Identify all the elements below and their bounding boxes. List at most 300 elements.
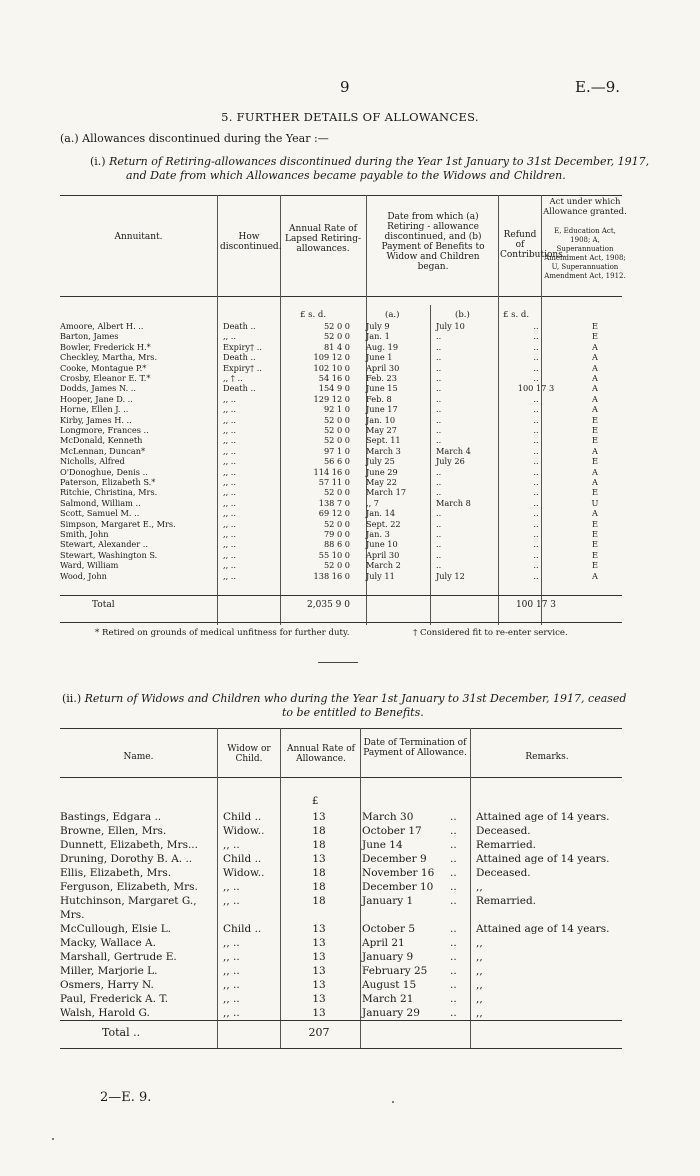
cell-amt: 13 [312,1007,326,1019]
cell-name: Nicholls, Alfred [60,456,125,467]
cell-name: Barton, James [60,331,119,342]
cell-act: E [592,331,598,342]
cell-date: October 5 [362,923,416,935]
cell-amt: 13 [312,979,326,991]
cell-a: June 1 [366,352,393,363]
cell-name: Dunnett, Elizabeth, Mrs... [60,839,198,851]
cell-wc: ,, .. [223,979,240,991]
leader-dots: .. [450,993,457,1005]
table-row [60,321,630,331]
header-refund: Refund of Contributions. [500,230,566,260]
leader-dots: .. [450,951,457,963]
cell-name: Paterson, Elizabeth S.* [60,477,156,487]
document-reference: E.—9. [575,78,621,96]
cell-b: .. [436,518,442,529]
cell-b: .. [436,487,442,498]
cell-b: .. [436,435,442,446]
cell-how: ,, .. [223,487,237,498]
cell-b: .. [436,539,442,550]
cell-wc: ,, .. [223,993,240,1005]
cell-how: ,, .. [223,456,237,467]
cell-date: January 9 [362,951,414,963]
table1-caption [90,155,650,183]
cell-how: ,, .. [223,560,237,571]
cell-date: December 10 [362,881,434,893]
cell-amt: 13 [312,853,326,865]
cell-b: .. [436,352,442,363]
cell-refund: .. [533,435,539,446]
cell-how: ,, .. [223,570,237,581]
table-row [60,404,630,414]
cell-refund: .. [533,425,539,435]
cell-name: Crosby, Eleanor E. T.* [60,373,151,383]
cell-refund: .. [533,477,539,487]
cell-name: Ellis, Elizabeth, Mrs. [60,867,172,879]
cell-amount: 129 12 0 [313,393,350,404]
table-row [60,824,630,838]
cell-how: ,, .. [223,445,237,456]
cell-amount: 57 11 0 [318,477,350,487]
cell-how: ,, .. [223,497,237,508]
cell-wc: ,, .. [223,937,240,949]
cell-a: ,, 7 [366,497,380,508]
cell-how: ,, .. [223,393,237,404]
units-a: (a.) [385,310,400,320]
units-refund: £ s. d. [503,310,530,320]
cell-act: U [591,497,599,508]
cell-amount: 114 16 0 [313,466,350,477]
cell-name: Browne, Ellen, Mrs. [60,825,167,837]
cell-act: E [592,529,598,539]
cell-refund: 100 17 3 [517,383,555,394]
cell-b: .. [436,477,442,487]
units-b: (b.) [455,310,470,320]
total-refund: 100 17 3 [515,600,557,610]
table-row [60,529,630,539]
cell-a: June 15 [366,383,398,394]
table-row [60,519,630,529]
table-row [60,908,630,922]
cell-b: .. [436,425,442,435]
leader-dots: .. [450,811,457,823]
cell-act: E [592,518,598,529]
cell-a: July 9 [366,321,390,331]
leader-dots: .. [450,839,457,851]
cell-b: .. [436,560,442,571]
cell-wc: ,, .. [223,951,240,963]
cell-how: Death .. [223,321,256,331]
cell-date: March 21 [362,993,414,1005]
cell-name: Horne, Ellen J. .. [60,404,129,415]
cell-amount: 52 0 0 [323,435,350,446]
cell-wc: ,, .. [223,1007,240,1019]
cell-act: A [592,352,598,363]
cell-amt: 13 [312,965,326,977]
cell-refund: .. [533,508,539,519]
table-row [60,373,630,383]
cell-how: ,, .. [223,414,237,425]
leader-dots: .. [450,881,457,893]
cell-name: Salmond, William .. [60,497,141,508]
cell-a: Feb. 23 [366,373,397,383]
cell-a: June 29 [366,466,398,477]
cell-date: February 25 [362,965,428,977]
cell-act: A [592,508,598,519]
table-row [60,498,630,508]
cell-a: May 27 [366,425,397,435]
cell-amount: 52 0 0 [323,321,350,331]
cell-how: ,, .. [223,529,237,539]
table-row [60,936,630,950]
cell-amount: 109 12 0 [313,352,350,363]
leader-dots: .. [450,923,457,935]
cell-rem: Remarried. [476,839,537,851]
cell-name: McCullough, Elsie L. [60,923,172,935]
total2-amount: 207 [308,1026,330,1039]
table-row [60,383,630,393]
table-row [60,550,630,560]
cell-refund: .. [533,570,539,581]
cell-amount: 52 0 0 [323,560,350,571]
cell-b: .. [436,414,442,425]
table-row [60,880,630,894]
cell-refund: .. [533,414,539,425]
cell-how: ,, † .. [223,373,243,383]
table1-caption-line1: Return of Retiring-allowances discontinued during the Year 1st January to 31st December, 1917, [109,155,650,168]
cell-date: October 17 [362,825,422,837]
cell-name: Smith, John [60,529,109,539]
cell-amount: 138 7 0 [318,497,350,508]
leader-dots: .. [450,965,457,977]
cell-date: March 30 [362,811,414,823]
header-remarks: Remarks. [525,752,569,762]
footnote-dagger: † Considered fit to re-enter service. [413,628,568,638]
cell-amount: 81 4 0 [323,341,350,352]
total-amount: 2,035 9 0 [307,600,350,610]
header-widow-child: Widow or Child. [227,744,271,764]
cell-a: Sept. 22 [366,518,401,529]
cell-b: July 26 [436,456,465,467]
table-row [60,363,630,373]
cell-date: June 14 [362,839,403,851]
cell-act: A [592,383,598,394]
cell-a: Jan. 14 [366,508,396,519]
cell-name: Paul, Frederick A. T. [60,993,169,1005]
cell-date: April 21 [362,937,405,949]
cell-refund: .. [533,539,539,550]
cell-date: November 16 [362,867,435,879]
table-row [60,394,630,404]
cell-name: Cooke, Montague P.* [60,362,147,373]
table-row [60,838,630,852]
total2-label: Total .. [102,1026,141,1039]
table1-number: (i.) [90,155,106,168]
cell-act: A [592,466,598,477]
cell-amount: 55 10 0 [318,549,350,560]
cell-how: ,, .. [223,404,237,415]
table2-number: (ii.) [62,692,82,705]
cell-date: January 29 [362,1007,420,1019]
leader-dots: .. [450,895,457,907]
cell-act: A [592,393,598,404]
cell-rem: Deceased. [476,825,531,837]
cell-a: Jan. 10 [366,414,396,425]
units-amount: £ s. d. [300,310,327,320]
cell-how: Death .. [223,383,256,394]
cell-amount: 97 1 0 [323,445,350,456]
header-act: Act under which Allowance granted. [543,197,627,217]
cell-rem: ,, [476,979,483,991]
cell-b: .. [436,508,442,519]
section-title: 5. FURTHER DETAILS OF ALLOWANCES. [221,110,479,124]
cell-wc: Child .. [223,853,262,865]
cell-b: .. [436,362,442,373]
cell-name: Longmore, Frances .. [60,425,149,435]
cell-rem: Attained age of 14 years. [476,923,610,935]
cell-name: Ritchie, Christina, Mrs. [60,487,158,498]
table-row [60,539,630,549]
table-row [60,446,630,456]
cell-a: May 22 [366,477,397,487]
cell-name: Simpson, Margaret E., Mrs. [60,518,176,529]
cell-name: Marshall, Gertrude E. [60,951,177,963]
cell-amount: 52 0 0 [323,425,350,435]
table-row [60,1006,630,1020]
cell-name: Scott, Samuel M. .. [60,508,140,519]
cell-amount: 52 0 0 [323,518,350,529]
cell-act: E [592,549,598,560]
cell-name: Bowler, Frederick H.* [60,341,151,352]
cell-a: Feb. 8 [366,393,392,404]
cell-date: August 15 [362,979,417,991]
table-row [60,992,630,1006]
table-row [60,810,630,824]
cell-act: A [592,445,598,456]
page-number: 9 [340,78,350,96]
cell-act: E [592,560,598,571]
cell-name: Ward, William [60,560,119,571]
leader-dots: .. [450,1007,457,1019]
cell-b: .. [436,393,442,404]
table1-caption-line2: and Date from which Allowances became payable to the Widows and Children. [126,169,566,182]
cell-act: E [592,435,598,446]
table-row [60,342,630,352]
cell-amount: 88 6 0 [323,539,350,550]
ink-dot [392,1101,394,1103]
cell-amt: 13 [312,937,326,949]
cell-a: March 2 [366,560,401,571]
table-row [60,352,630,362]
cell-name: Ferguson, Elizabeth, Mrs. [60,881,198,893]
table-row [60,456,630,466]
cell-name: McDonald, Kenneth [60,435,143,446]
table-row [60,487,630,497]
cell-rem: ,, [476,951,483,963]
cell-act: A [592,362,598,373]
cell-name: Walsh, Harold G. [60,1007,150,1019]
table-row [60,894,630,908]
cell-rem: ,, [476,881,483,893]
header-date-termination: Date of Termination of Payment of Allowance. [363,738,467,758]
cell-act: E [592,425,598,435]
cell-name: Miller, Marjorie L. [60,965,158,977]
cell-wc: ,, .. [223,839,240,851]
cell-amount: 154 9 0 [318,383,350,394]
part-a-heading: (a.) Allowances discontinued during the Year :— [60,132,329,145]
table-row [60,922,630,936]
cell-how: ,, .. [223,466,237,477]
cell-b: .. [436,341,442,352]
cell-act: E [592,414,598,425]
cell-refund: .. [533,404,539,415]
cell-name: McLennan, Duncan* [60,445,146,456]
cell-name: Dodds, James N. .. [60,383,137,394]
cell-how: ,, .. [223,425,237,435]
cell-amount: 52 0 0 [323,331,350,342]
cell-amount: 56 6 0 [323,456,350,467]
cell-amount: 52 0 0 [323,487,350,498]
cell-rem: ,, [476,993,483,1005]
cell-act: A [592,341,598,352]
cell-refund: .. [533,456,539,467]
cell-refund: .. [533,393,539,404]
cell-wc: ,, .. [223,895,240,907]
cell-name: Stewart, Alexander .. [60,539,148,550]
header-how-discontinued: How discontinued. [220,232,282,252]
cell-name: Amoore, Albert H. .. [60,321,144,331]
cell-act: E [592,539,598,550]
cell-wc: Widow.. [223,867,265,879]
table-row [60,435,630,445]
table-row [60,571,630,581]
cell-refund: .. [533,560,539,571]
cell-amount: 79 0 0 [323,529,350,539]
total-label: Total [92,600,115,610]
table-row [60,508,630,518]
cell-b: .. [436,549,442,560]
cell-refund: .. [533,331,539,342]
header-name: Name. [123,752,154,762]
cell-amount: 69 12 0 [318,508,350,519]
cell-amt: 18 [312,881,326,893]
leader-dots: .. [450,867,457,879]
cell-refund: .. [533,445,539,456]
table2-caption-line2: to be entitled to Benefits. [282,706,424,719]
table2-caption-line1: Return of Widows and Children who during the Year 1st January to 31st December, 1917, ceased [84,692,627,705]
cell-a: Jan. 3 [366,529,390,539]
table-row [60,964,630,978]
cell-amt: 18 [312,825,326,837]
cell-act: A [592,570,598,581]
table-row [60,415,630,425]
cell-name: Kirby, James H. .. [60,414,132,425]
cell-act: E [592,321,598,331]
cell-how: Expiry† .. [223,341,262,352]
header-annuitant: Annuitant. [114,232,163,242]
cell-name: Druning, Dorothy B. A. .. [60,853,193,865]
cell-b: July 12 [436,570,465,581]
footnote-star: * Retired on grounds of medical unfitness for further duty. [95,628,350,638]
signature-mark: 2—E. 9. [100,1090,152,1105]
leader-dots: .. [450,825,457,837]
cell-rem: Attained age of 14 years. [476,853,610,865]
table-row [60,950,630,964]
cell-wc: ,, .. [223,965,240,977]
cell-a: July 11 [366,570,395,581]
cell-name: Checkley, Martha, Mrs. [60,352,158,363]
cell-act: A [592,373,598,383]
cell-b: .. [436,373,442,383]
cell-a: April 30 [366,549,400,560]
header-date-from: Date from which (a) Retiring - allowance discontinued, and (b) Payment of Benefits to Widow and Children began. [381,212,485,272]
units-pound: £ [312,796,319,807]
leader-dots: .. [450,979,457,991]
cell-a: Jan. 1 [366,331,390,342]
cell-a: March 3 [366,445,401,456]
table-row [60,978,630,992]
cell-amt: 13 [312,811,326,823]
leader-dots: .. [450,853,457,865]
cell-act: E [592,456,598,467]
cell-wc: ,, .. [223,881,240,893]
cell-refund: .. [533,466,539,477]
cell-rem: ,, [476,937,483,949]
cell-refund: .. [533,352,539,363]
cell-name: Osmers, Harry N. [60,979,154,991]
cell-how: ,, .. [223,518,237,529]
table2-caption [62,692,632,720]
table-row [60,866,630,880]
table-row [60,331,630,341]
cell-date: January 1 [362,895,414,907]
cell-wc: Widow.. [223,825,265,837]
cell-refund: .. [533,341,539,352]
cell-rem: ,, [476,1007,483,1019]
header-annual-allowance: Annual Rate of Allowance. [287,744,355,764]
cell-rem: Remarried. [476,895,537,907]
table-row [60,560,630,570]
cell-b: March 8 [436,497,471,508]
cell-rem: ,, [476,965,483,977]
ink-dot [52,1138,54,1140]
cell-act: A [592,477,598,487]
cell-date: December 9 [362,853,427,865]
cell-amount: 92 1 0 [323,404,350,415]
cell-amt: 18 [312,839,326,851]
cell-how: ,, .. [223,477,237,487]
cell-refund: .. [533,487,539,498]
cell-name: Hooper, Jane D. .. [60,393,133,404]
cell-b: .. [436,404,442,415]
cell-b: .. [436,466,442,477]
header-annual-rate: Annual Rate of Lapsed Retiring-allowances. [284,224,362,254]
cell-amount: 54 16 0 [318,373,350,383]
cell-b: March 4 [436,445,471,456]
cell-act: A [592,404,598,415]
cell-refund: .. [533,529,539,539]
table-row [60,467,630,477]
cell-a: July 25 [366,456,395,467]
cell-name: Macky, Wallace A. [60,937,156,949]
cell-name: O'Donoghue, Denis .. [60,466,148,477]
cell-how: ,, .. [223,331,237,342]
table-row [60,477,630,487]
cell-rem: Deceased. [476,867,531,879]
cell-how: ,, .. [223,549,237,560]
cell-refund: .. [533,321,539,331]
cell-how: ,, .. [223,435,237,446]
cell-amount: 138 16 0 [313,570,350,581]
